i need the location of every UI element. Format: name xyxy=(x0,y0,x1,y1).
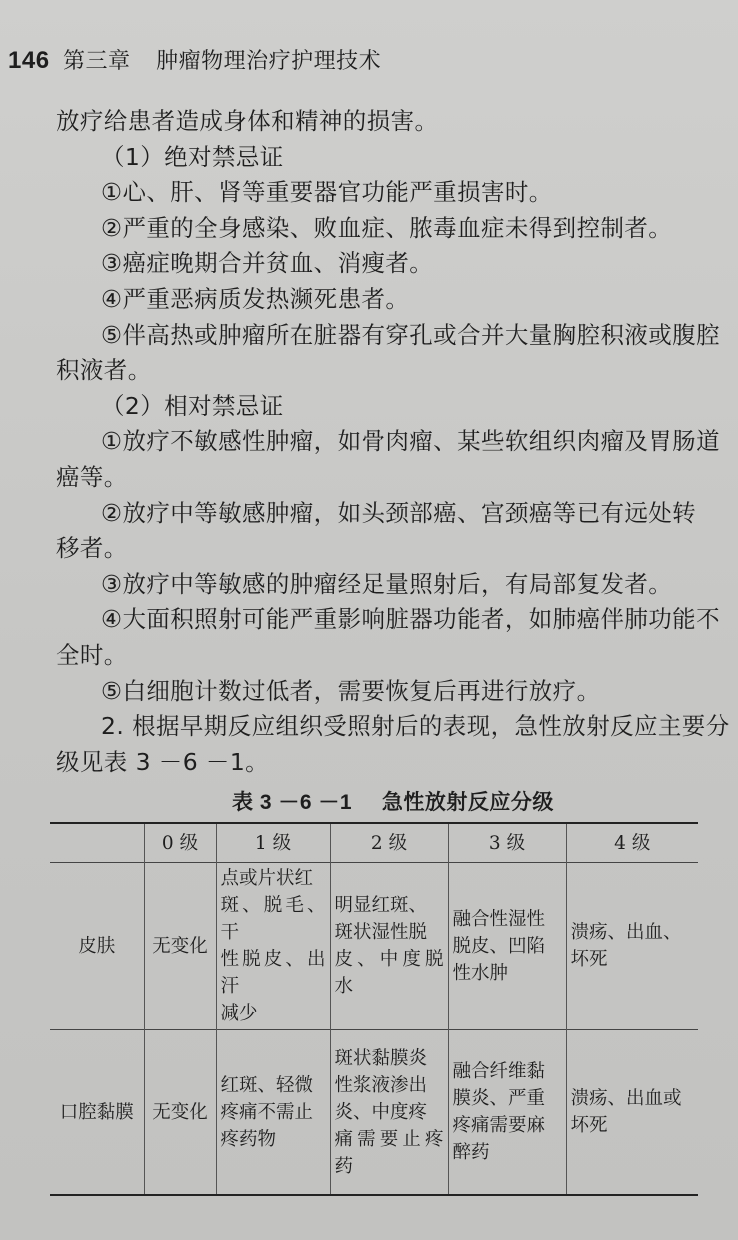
cell-grade-3 xyxy=(448,1030,566,1196)
running-head xyxy=(8,44,381,75)
cell-line: 醉药 xyxy=(452,1142,490,1163)
cell-line: 膜炎、严重 xyxy=(452,1088,546,1109)
header-grade-2: 2 级 xyxy=(330,823,448,863)
body-line: （1）绝对禁忌证 xyxy=(101,142,284,171)
body-line: 全时。 xyxy=(56,641,128,669)
cell-line: 性浆液渗出 xyxy=(334,1074,428,1096)
cell-grade-2 xyxy=(330,1030,448,1196)
body-line: ①心、肝、肾等重要器官功能严重损害时。 xyxy=(101,178,553,207)
body-line: 积液者。 xyxy=(56,356,152,385)
body-line: ④大面积照射可能严重影响脏器功能者，如肺癌伴肺功能不 xyxy=(101,605,720,634)
cell-line: 减少 xyxy=(220,1003,258,1024)
cell-grade-0: 无变化 xyxy=(144,1030,216,1196)
cell-line: 融合纤维黏 xyxy=(452,1061,546,1082)
body-line: 移者。 xyxy=(56,534,128,563)
cell-grade-2 xyxy=(330,863,448,1030)
body-line: 癌等。 xyxy=(56,463,128,491)
cell-grade-4 xyxy=(566,863,698,1030)
cell-grade-3 xyxy=(448,863,566,1030)
body-line: ②放疗中等敏感肿瘤，如头颈部癌、宫颈癌等已有远处转 xyxy=(101,498,697,527)
cell-line: 炎、中度疼 xyxy=(334,1101,428,1123)
body-line: ④严重恶病质发热濒死患者。 xyxy=(101,285,410,313)
header-grade-3: 3 级 xyxy=(448,823,566,863)
body-line: ②严重的全身感染、败血症、脓毒血症未得到控制者。 xyxy=(101,213,673,242)
cell-line: 红斑、轻微 xyxy=(220,1074,314,1096)
row-site: 皮肤 xyxy=(50,863,144,1030)
header-grade-4: 4 级 xyxy=(566,823,698,863)
table-row xyxy=(50,863,698,1030)
radiation-reaction-table xyxy=(50,822,698,1196)
body-line: ⑤伴高热或肿瘤所在脏器有穿孔或合并大量胸腔积液或腹腔 xyxy=(101,320,720,349)
page-number: 146 xyxy=(8,47,50,74)
table-row xyxy=(50,1030,698,1196)
cell-line: 溃疡、出血或 xyxy=(570,1088,682,1109)
table-number: 表 3 －6 －1 xyxy=(232,791,353,814)
body-line: （2）相对禁忌证 xyxy=(101,391,284,420)
chapter-title: 肿瘤物理治疗护理技术 xyxy=(156,49,382,74)
row-site: 口腔黏膜 xyxy=(50,1030,144,1196)
cell-grade-0: 无变化 xyxy=(144,863,216,1030)
cell-line: 斑状湿性脱 xyxy=(334,922,428,943)
body-line: ①放疗不敏感性肿瘤，如骨肉瘤、某些软组织肉瘤及胃肠道 xyxy=(101,427,720,456)
cell-line: 疼痛不需止 xyxy=(220,1101,314,1123)
body-line: ③癌症晚期合并贫血、消瘦者。 xyxy=(101,249,434,278)
table-caption xyxy=(232,786,554,816)
cell-line: 点或片状红 xyxy=(220,868,314,889)
table-header-row xyxy=(50,823,698,863)
cell-line: 坏死 xyxy=(570,1115,608,1136)
cell-line: 斑、脱毛、干 xyxy=(220,895,326,943)
cell-line: 斑状黏膜炎 xyxy=(334,1047,428,1069)
body-line: 级见表 3 －6 －1。 xyxy=(56,747,270,776)
cell-line: 疼痛需要麻 xyxy=(452,1115,546,1136)
header-grade-1: 1 级 xyxy=(216,823,330,863)
cell-line: 皮、中度脱水 xyxy=(334,949,444,997)
cell-line: 疼药物 xyxy=(220,1128,277,1150)
body-line: ③放疗中等敏感的肿瘤经足量照射后，有局部复发者。 xyxy=(101,569,673,598)
cell-line: 痛需要止疼药 xyxy=(334,1128,444,1177)
cell-line: 性脱皮、出汗 xyxy=(220,949,326,997)
cell-line: 坏死 xyxy=(570,949,608,970)
cell-line: 脱皮、凹陷 xyxy=(452,935,546,957)
cell-line: 融合性湿性 xyxy=(452,908,546,930)
body-line: ⑤白细胞计数过低者，需要恢复后再进行放疗。 xyxy=(101,676,601,705)
cell-line: 溃疡、出血、 xyxy=(570,922,682,943)
cell-line: 明显红斑、 xyxy=(334,895,428,916)
cell-grade-1 xyxy=(216,863,330,1030)
header-grade-0: 0 级 xyxy=(144,823,216,863)
chapter-label: 第三章 xyxy=(63,49,131,74)
table-title: 急性放射反应分级 xyxy=(381,790,554,814)
cell-line: 性水肿 xyxy=(452,962,509,984)
body-line: 放疗给患者造成身体和精神的损害。 xyxy=(56,107,439,135)
body-line: 2. 根据早期反应组织受照射后的表现，急性放射反应主要分 xyxy=(101,712,730,741)
cell-grade-4 xyxy=(566,1030,698,1196)
header-site xyxy=(50,823,144,863)
cell-grade-1 xyxy=(216,1030,330,1196)
